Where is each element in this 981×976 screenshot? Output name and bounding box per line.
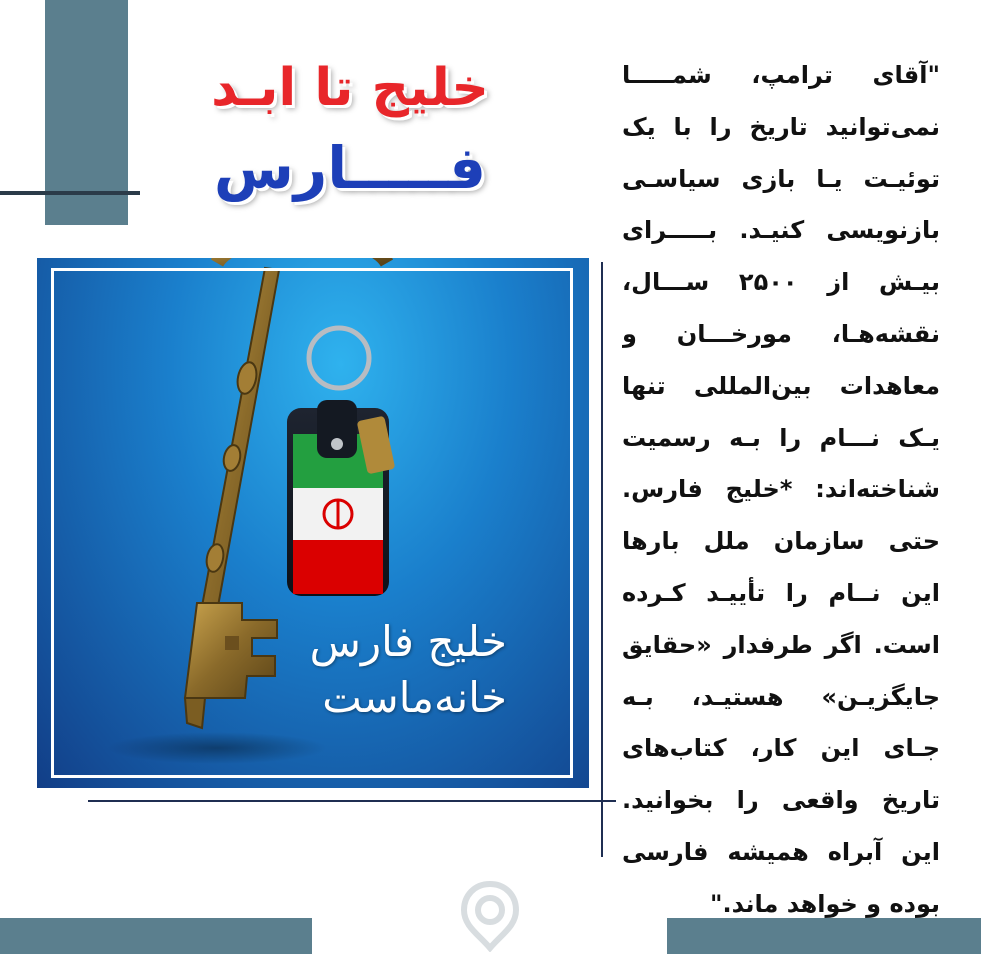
quote-text xyxy=(622,50,940,931)
quote-line: بازنویسی کنیـد. بـــــرای xyxy=(622,216,940,245)
headline xyxy=(160,48,540,228)
quote-line: بیـش از ۲۵۰۰ ســـال، xyxy=(622,268,940,297)
headline-line-1: خلیج تا ابـد xyxy=(211,58,489,118)
quote-line: یـک نـــام را بـه رسمیت xyxy=(622,423,940,452)
quote-line: نمی‌توانید تاریخ را با یک xyxy=(622,112,940,141)
quote-line: "آقای ترامپ، شمـــــا xyxy=(622,61,940,89)
watermark-logo-icon xyxy=(458,880,522,952)
quote-line: این آبراه همیشه فارسی xyxy=(622,837,940,866)
decorative-vertical-line xyxy=(601,262,603,857)
decorative-top-line xyxy=(0,191,140,195)
quote-line: است. اگر طرفدار «حقایق xyxy=(622,630,940,659)
decorative-bottom-left-bar xyxy=(0,918,312,954)
headline-line-2: فـــــارس xyxy=(213,134,487,202)
quote-line: جـای این کار، کتاب‌های xyxy=(622,734,940,763)
poster-image xyxy=(37,258,589,788)
quote-line: جایگزیـن» هستیـد، بـه xyxy=(622,682,940,711)
quote-line: بوده و خواهد ماند." xyxy=(710,889,940,918)
quote-line: حتی سازمان ملل بارها xyxy=(622,527,940,556)
quote-line: شناخته‌اند: *خلیج فارس. xyxy=(622,475,940,504)
quote-line: تاریخ واقعی را بخوانید. xyxy=(622,786,940,815)
poster-caption-line-1: خلیج فارس xyxy=(309,617,507,666)
quote-line: توئیـت یـا بازی سیاسـی xyxy=(622,164,940,193)
quote-line: معاهدات بین‌المللی تنها xyxy=(622,371,940,400)
quote-line: این نــام را تأییـد کـرده xyxy=(622,578,940,607)
poster-caption-line-2: خانه‌ماست xyxy=(322,673,507,722)
decorative-horizontal-line xyxy=(88,800,616,802)
quote-line: نقشه‌هـا، مورخـــان و xyxy=(622,319,940,348)
poster-caption xyxy=(277,614,507,726)
